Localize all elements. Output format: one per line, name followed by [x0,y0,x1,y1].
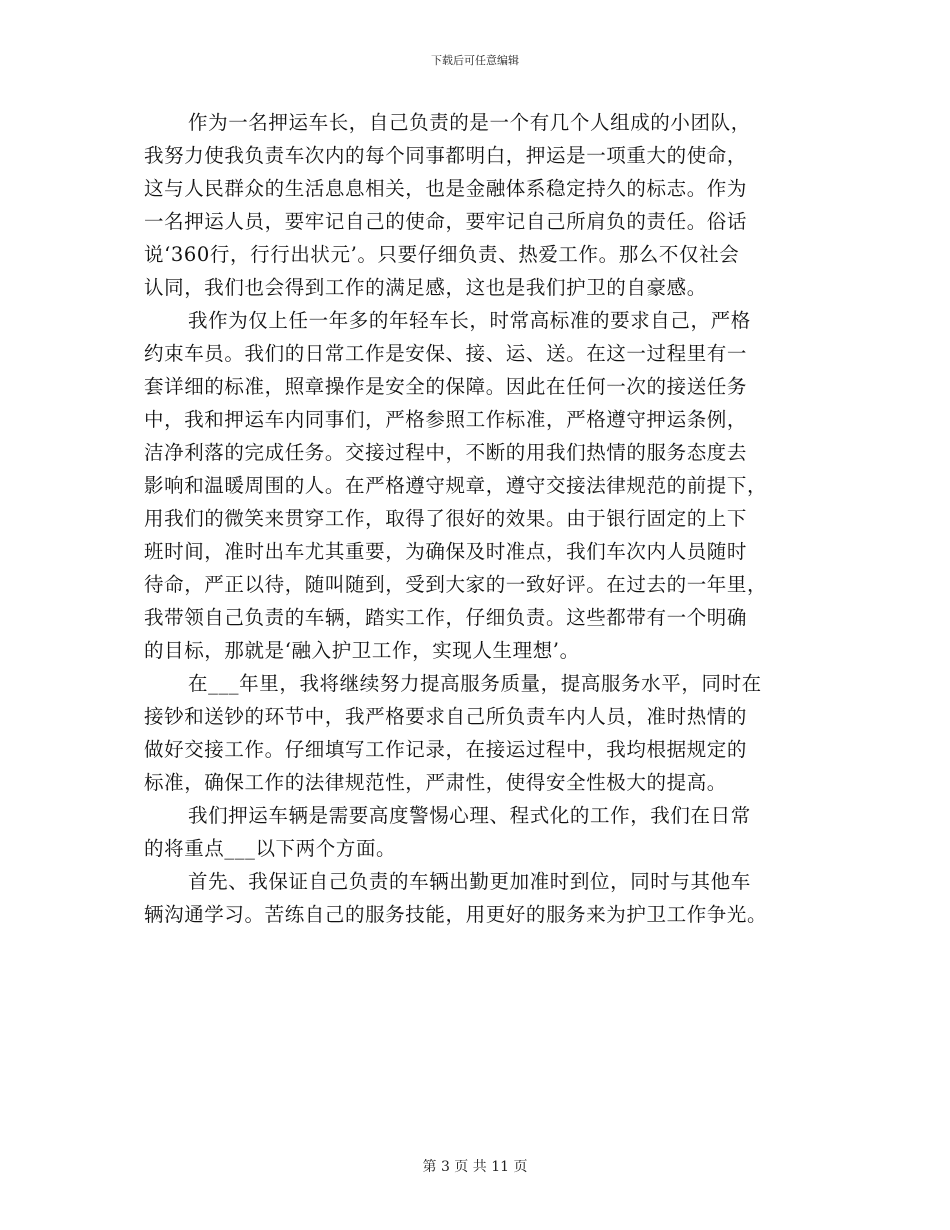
text-line: 说‘360行，行行出状元’。只要仔细负责、热爱工作。那么不仅社会 [144,243,740,266]
document-body [144,106,814,931]
text-line: 我努力使我负责车次内的每个同事都明白，押运是一项重大的使命， [144,144,748,167]
page-number: 第 3 页 共 11 页 [422,1159,528,1175]
paragraph [144,667,814,799]
text-line: 我们押运车辆是需要高度警惕心理、程式化的工作，我们在日常 [188,804,751,827]
paragraph [144,304,814,667]
text-line: 认同，我们也会得到工作的满足感，这也是我们护卫的自豪感。 [144,276,707,299]
paragraph [144,865,814,931]
paragraph [144,799,814,865]
text-line: 作为一名押运车长，自己负责的是一个有几个人组成的小团队， [188,111,751,134]
text-line: 首先、我保证自己负责的车辆出勤更加准时到位，同时与其他车 [188,870,751,893]
text-line: 约束车员。我们的日常工作是安保、接、运、送。在这一过程里有一 [144,342,748,365]
text-line: 的目标，那就是‘融入护卫工作，实现人生理想’。 [144,639,580,662]
text-line: 辆沟通学习。苦练自己的服务技能，用更好的服务来为护卫工作争光。 [144,903,768,926]
text-line: 中，我和押运车内同事们，严格参照工作标准，严格遵守押运条例， [144,408,748,431]
text-line: 我作为仅上任一年多的年轻车长，时常高标准的要求自己，严格 [188,309,751,332]
page-header-note: 下载后可任意编辑 [431,54,519,67]
text-line: 用我们的微笑来贯穿工作，取得了很好的效果。由于银行固定的上下 [144,507,748,530]
text-line: 这与人民群众的生活息息相关，也是金融体系稳定持久的标志。作为 [144,177,748,200]
text-line: 接钞和送钞的环节中，我严格要求自己所负责车内人员，准时热情的 [144,705,748,728]
text-line: 洁净利落的完成任务。交接过程中，不断的用我们热情的服务态度去 [144,441,748,464]
text-line: 在___年里，我将继续努力提高服务质量，提高服务水平，同时在 [188,672,762,695]
text-line: 一名押运人员，要牢记自己的使命，要牢记自己所肩负的责任。俗话 [144,210,748,233]
text-line: 我带领自己负责的车辆，踏实工作，仔细负责。这些都带有一个明确 [144,606,748,629]
text-line: 待命，严正以待，随叫随到，受到大家的一致好评。在过去的一年里， [144,573,768,596]
text-line: 套详细的标准，照章操作是安全的保障。因此在任何一次的接送任务 [144,375,748,398]
text-line: 的将重点___以下两个方面。 [144,837,397,860]
text-line: 影响和温暖周围的人。在严格遵守规章，遵守交接法律规范的前提下， [144,474,768,497]
text-line: 标准，确保工作的法律规范性，严肃性，使得安全性极大的提高。 [144,771,727,794]
text-line: 班时间，准时出车尤其重要，为确保及时准点，我们车次内人员随时 [144,540,748,563]
paragraph [144,106,814,304]
text-line: 做好交接工作。仔细填写工作记录，在接运过程中，我均根据规定的 [144,738,748,761]
